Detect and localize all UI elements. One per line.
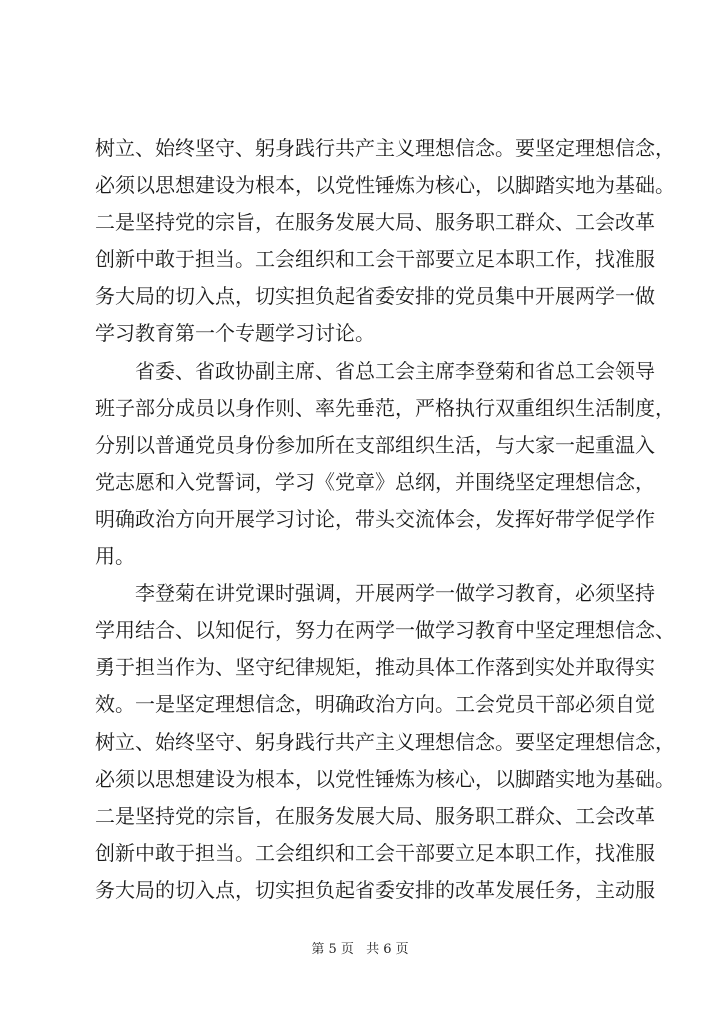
text-line: 党志愿和入党誓词，学习《党章》总纲，并围绕坚定理想信念， <box>95 469 655 494</box>
text-line: 李登菊在讲党课时强调，开展两学一做学习教育，必须坚持 <box>95 581 655 606</box>
text-line: 班子部分成员以身作则、率先垂范，严格执行双重组织生活制度， <box>95 395 675 420</box>
text-line: 创新中敢于担当。工会组织和工会干部要立足本职工作，找准服 <box>95 840 655 865</box>
text-line: 学用结合、以知促行，努力在两学一做学习教育中坚定理想信念、 <box>95 618 675 643</box>
text-line: 用。 <box>95 544 135 569</box>
text-line: 二是坚持党的宗旨，在服务发展大局、服务职工群众、工会改革 <box>95 210 655 235</box>
text-line: 树立、始终坚守、躬身践行共产主义理想信念。要坚定理想信念， <box>95 136 675 160</box>
text-line: 务大局的切入点，切实担负起省委安排的党员集中开展两学一做 <box>95 284 655 309</box>
text-line: 树立、始终坚守、躬身践行共产主义理想信念。要坚定理想信念， <box>95 729 675 754</box>
text-line: 明确政治方向开展学习讨论，带头交流体会，发挥好带学促学作 <box>95 506 655 531</box>
text-line: 创新中敢于担当。工会组织和工会干部要立足本职工作，找准服 <box>95 247 655 272</box>
text-line: 效。一是坚定理想信念，明确政治方向。工会党员干部必须自觉 <box>95 692 655 717</box>
text-line: 学习教育第一个专题学习讨论。 <box>95 321 375 346</box>
page-number: 第 5 页 <box>311 942 354 957</box>
text-line: 二是坚持党的宗旨，在服务发展大局、服务职工群众、工会改革 <box>95 803 655 828</box>
text-line: 务大局的切入点，切实担负起省委安排的改革发展任务，主动服 <box>95 877 655 902</box>
body-text <box>95 130 675 909</box>
text-line: 必须以思想建设为根本，以党性锤炼为核心，以脚踏实地为基础。 <box>95 766 675 791</box>
text-line: 分别以普通党员身份参加所在支部组织生活，与大家一起重温入 <box>95 432 655 457</box>
text-line: 勇于担当作为、坚守纪律规矩，推动具体工作落到实处并取得实 <box>95 655 655 680</box>
page-footer <box>0 938 720 957</box>
text-line: 必须以思想建设为根本，以党性锤炼为核心，以脚踏实地为基础。 <box>95 173 675 198</box>
text-line: 省委、省政协副主席、省总工会主席李登菊和省总工会领导 <box>95 358 655 383</box>
page-total: 共 6 页 <box>366 942 409 957</box>
